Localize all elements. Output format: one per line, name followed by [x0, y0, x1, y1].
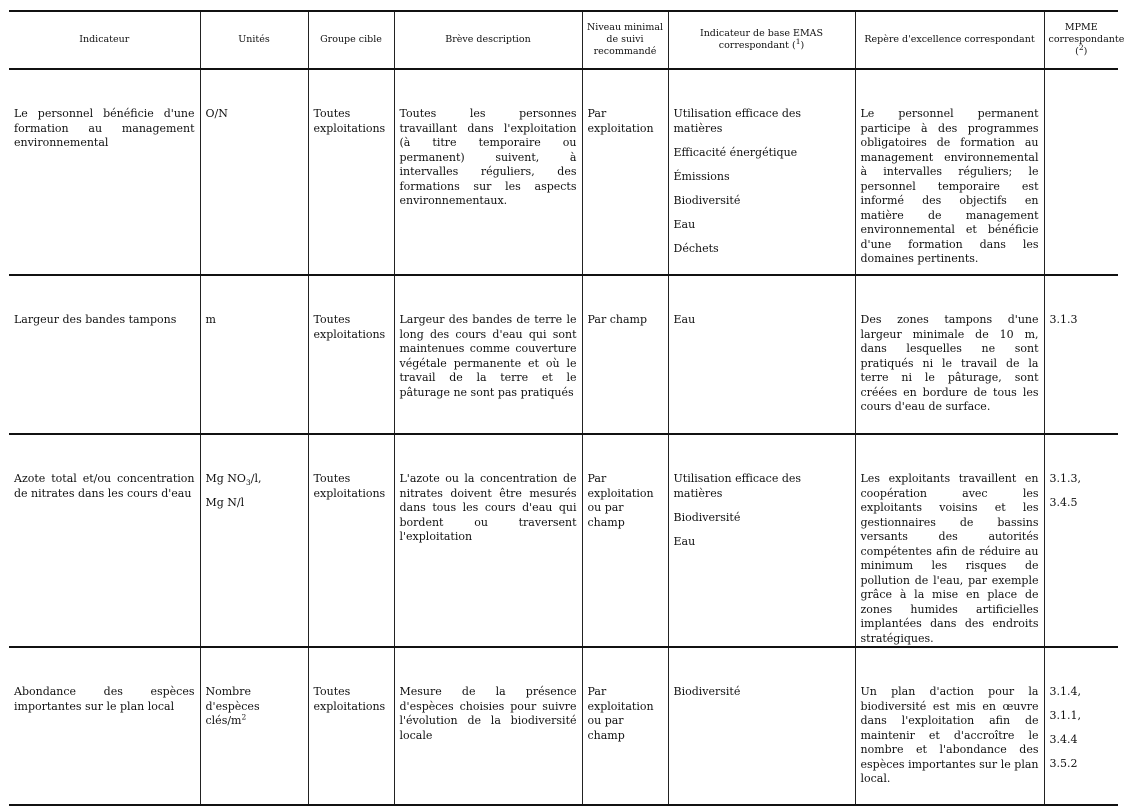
cell-repere: Des zones tampons d'une largeur minimale de 10 m, dans lesquelles ne sont pratiqués ni le travail de la terre ni le pâturage, sont créées en bordure de tous les cours d'eau de surface.: [855, 275, 1044, 434]
cell-emas: [668, 434, 855, 647]
header-unites: Unités: [200, 11, 308, 69]
cell-repere: Un plan d'action pour la biodiversité est mis en œuvre dans l'exploitation afin de maintenir et d'accroître le nombre et l'abondance des espèces importantes sur le plan local.: [855, 647, 1044, 805]
emas-item: Eau: [673, 313, 696, 326]
header-mpme-text: MPME correspondante (: [1048, 22, 1125, 57]
cell-emas: [668, 275, 855, 434]
mpme-item: 3.5.2: [1049, 757, 1078, 770]
header-mpme: [1044, 11, 1125, 69]
header-repere: Repère d'excellence correspondant: [855, 11, 1044, 69]
header-mpme-close: ): [1083, 46, 1088, 57]
unit-nitrate-prefix: Mg NO: [205, 472, 246, 485]
cell-mpme: [1044, 647, 1118, 805]
emas-item: Eau: [673, 534, 696, 548]
cell-description: L'azote ou la concentration de nitrates doivent être mesurés dans tous les cours d'eau qui bordent ou traversent l'exploitation: [394, 434, 582, 647]
cell-mpme: [1044, 434, 1118, 647]
unit-species-superscript: 2: [241, 712, 247, 722]
cell-indicateur: Largeur des bandes tampons: [9, 275, 200, 434]
mpme-item: 3.1.1,: [1049, 709, 1081, 722]
cell-mpme: [1044, 275, 1118, 434]
cell-emas: [668, 69, 855, 275]
header-emas-text: Indicateur de base EMAS correspondant (: [699, 28, 824, 51]
emas-item: Biodiversité: [673, 193, 741, 207]
unit-nitrate: [206, 472, 303, 487]
emas-item: Efficacité énergétique: [673, 145, 798, 159]
table-header-row: [9, 11, 1118, 69]
unit-nitrate-suffix: /l,: [250, 472, 262, 485]
emas-item: Émissions: [673, 169, 730, 183]
cell-groupe: Toutes exploitations: [308, 434, 394, 647]
cell-repere: Le personnel permanent participe à des programmes obligatoires de formation au management environnemental à intervalles réguliers; le personnel temporaire est informé des objectifs en matière de management environnemental et bénéficie d'une formation dans les domaines pertinents.: [855, 69, 1044, 275]
emas-item: Utilisation efficace des matières: [673, 107, 802, 135]
table-row: [9, 69, 1118, 275]
cell-groupe: Toutes exploitations: [308, 69, 394, 275]
cell-emas: [668, 647, 855, 805]
unit-nitrate-subscript: 3: [245, 478, 251, 488]
emas-item: Déchets: [673, 241, 719, 255]
emas-item: Utilisation efficace des matières: [673, 472, 802, 500]
mpme-item: 3.1.4,: [1049, 685, 1081, 698]
cell-niveau: Par exploitation: [582, 69, 668, 275]
cell-indicateur: Le personnel bénéficie d'une formation au management environnemental: [9, 69, 200, 275]
cell-description: Largeur des bandes de terre le long des cours d'eau qui sont maintenues comme couverture végétale permanente et où le travail de la terre et le pâturage ne sont pas pratiqués: [394, 275, 582, 434]
table-row: [9, 434, 1118, 647]
mpme-item: 3.1.3,: [1049, 472, 1081, 485]
cell-unites: m: [200, 275, 308, 434]
emas-item: Eau: [673, 217, 696, 231]
cell-indicateur: Abondance des espèces importantes sur le plan local: [9, 647, 200, 805]
cell-indicateur: Azote total et/ou concentration de nitrates dans les cours d'eau: [9, 434, 200, 647]
table-row: [9, 647, 1118, 805]
cell-unites: [200, 434, 308, 647]
cell-niveau: Par exploitation ou par champ: [582, 647, 668, 805]
cell-mpme: [1044, 69, 1118, 275]
indicators-table: [9, 10, 1125, 806]
unit-species: Nombre d'espèces clés/m: [205, 685, 260, 727]
table-row: [9, 275, 1118, 434]
header-description: Brève description: [394, 11, 582, 69]
cell-groupe: Toutes exploitations: [308, 647, 394, 805]
mpme-item: 3.4.5: [1049, 496, 1078, 509]
header-niveau-suivi: Niveau minimal de suivi recommandé: [582, 11, 668, 69]
cell-unites: O/N: [200, 69, 308, 275]
emas-item: Biodiversité: [673, 510, 741, 524]
cell-groupe: Toutes exploitations: [308, 275, 394, 434]
header-indicateur: Indicateur: [9, 11, 200, 69]
cell-repere: Les exploitants travaillent en coopération avec les exploitants voisins et les gestionnaires de bassins versants des autorités compétentes afin de réduire au minimum les risques de pollution de l'eau, par exemple grâce à la mise en place de zones humides artificielles implantées dans des endroits stratégiques.: [855, 434, 1044, 647]
cell-unites: [200, 647, 308, 805]
mpme-item: 3.1.3: [1049, 313, 1078, 326]
unit-nitrogen: Mg N/l: [205, 496, 245, 509]
cell-description: Toutes les personnes travaillant dans l'exploitation (à titre temporaire ou permanent) suivent, à intervalles réguliers, des formations sur les aspects environnementaux.: [394, 69, 582, 275]
header-emas: [668, 11, 855, 69]
cell-niveau: Par champ: [582, 275, 668, 434]
footnote-ref-2: 2: [1078, 42, 1084, 52]
footnote-ref-1: 1: [795, 36, 801, 46]
cell-description: Mesure de la présence d'espèces choisies pour suivre l'évolution de la biodiversité locale: [394, 647, 582, 805]
header-emas-close: ): [800, 40, 805, 51]
cell-niveau: Par exploitation ou par champ: [582, 434, 668, 647]
document-page: [9, 10, 1125, 806]
mpme-item: 3.4.4: [1049, 733, 1078, 746]
header-groupe-cible: Groupe cible: [308, 11, 394, 69]
emas-item: Biodiversité: [673, 685, 741, 698]
